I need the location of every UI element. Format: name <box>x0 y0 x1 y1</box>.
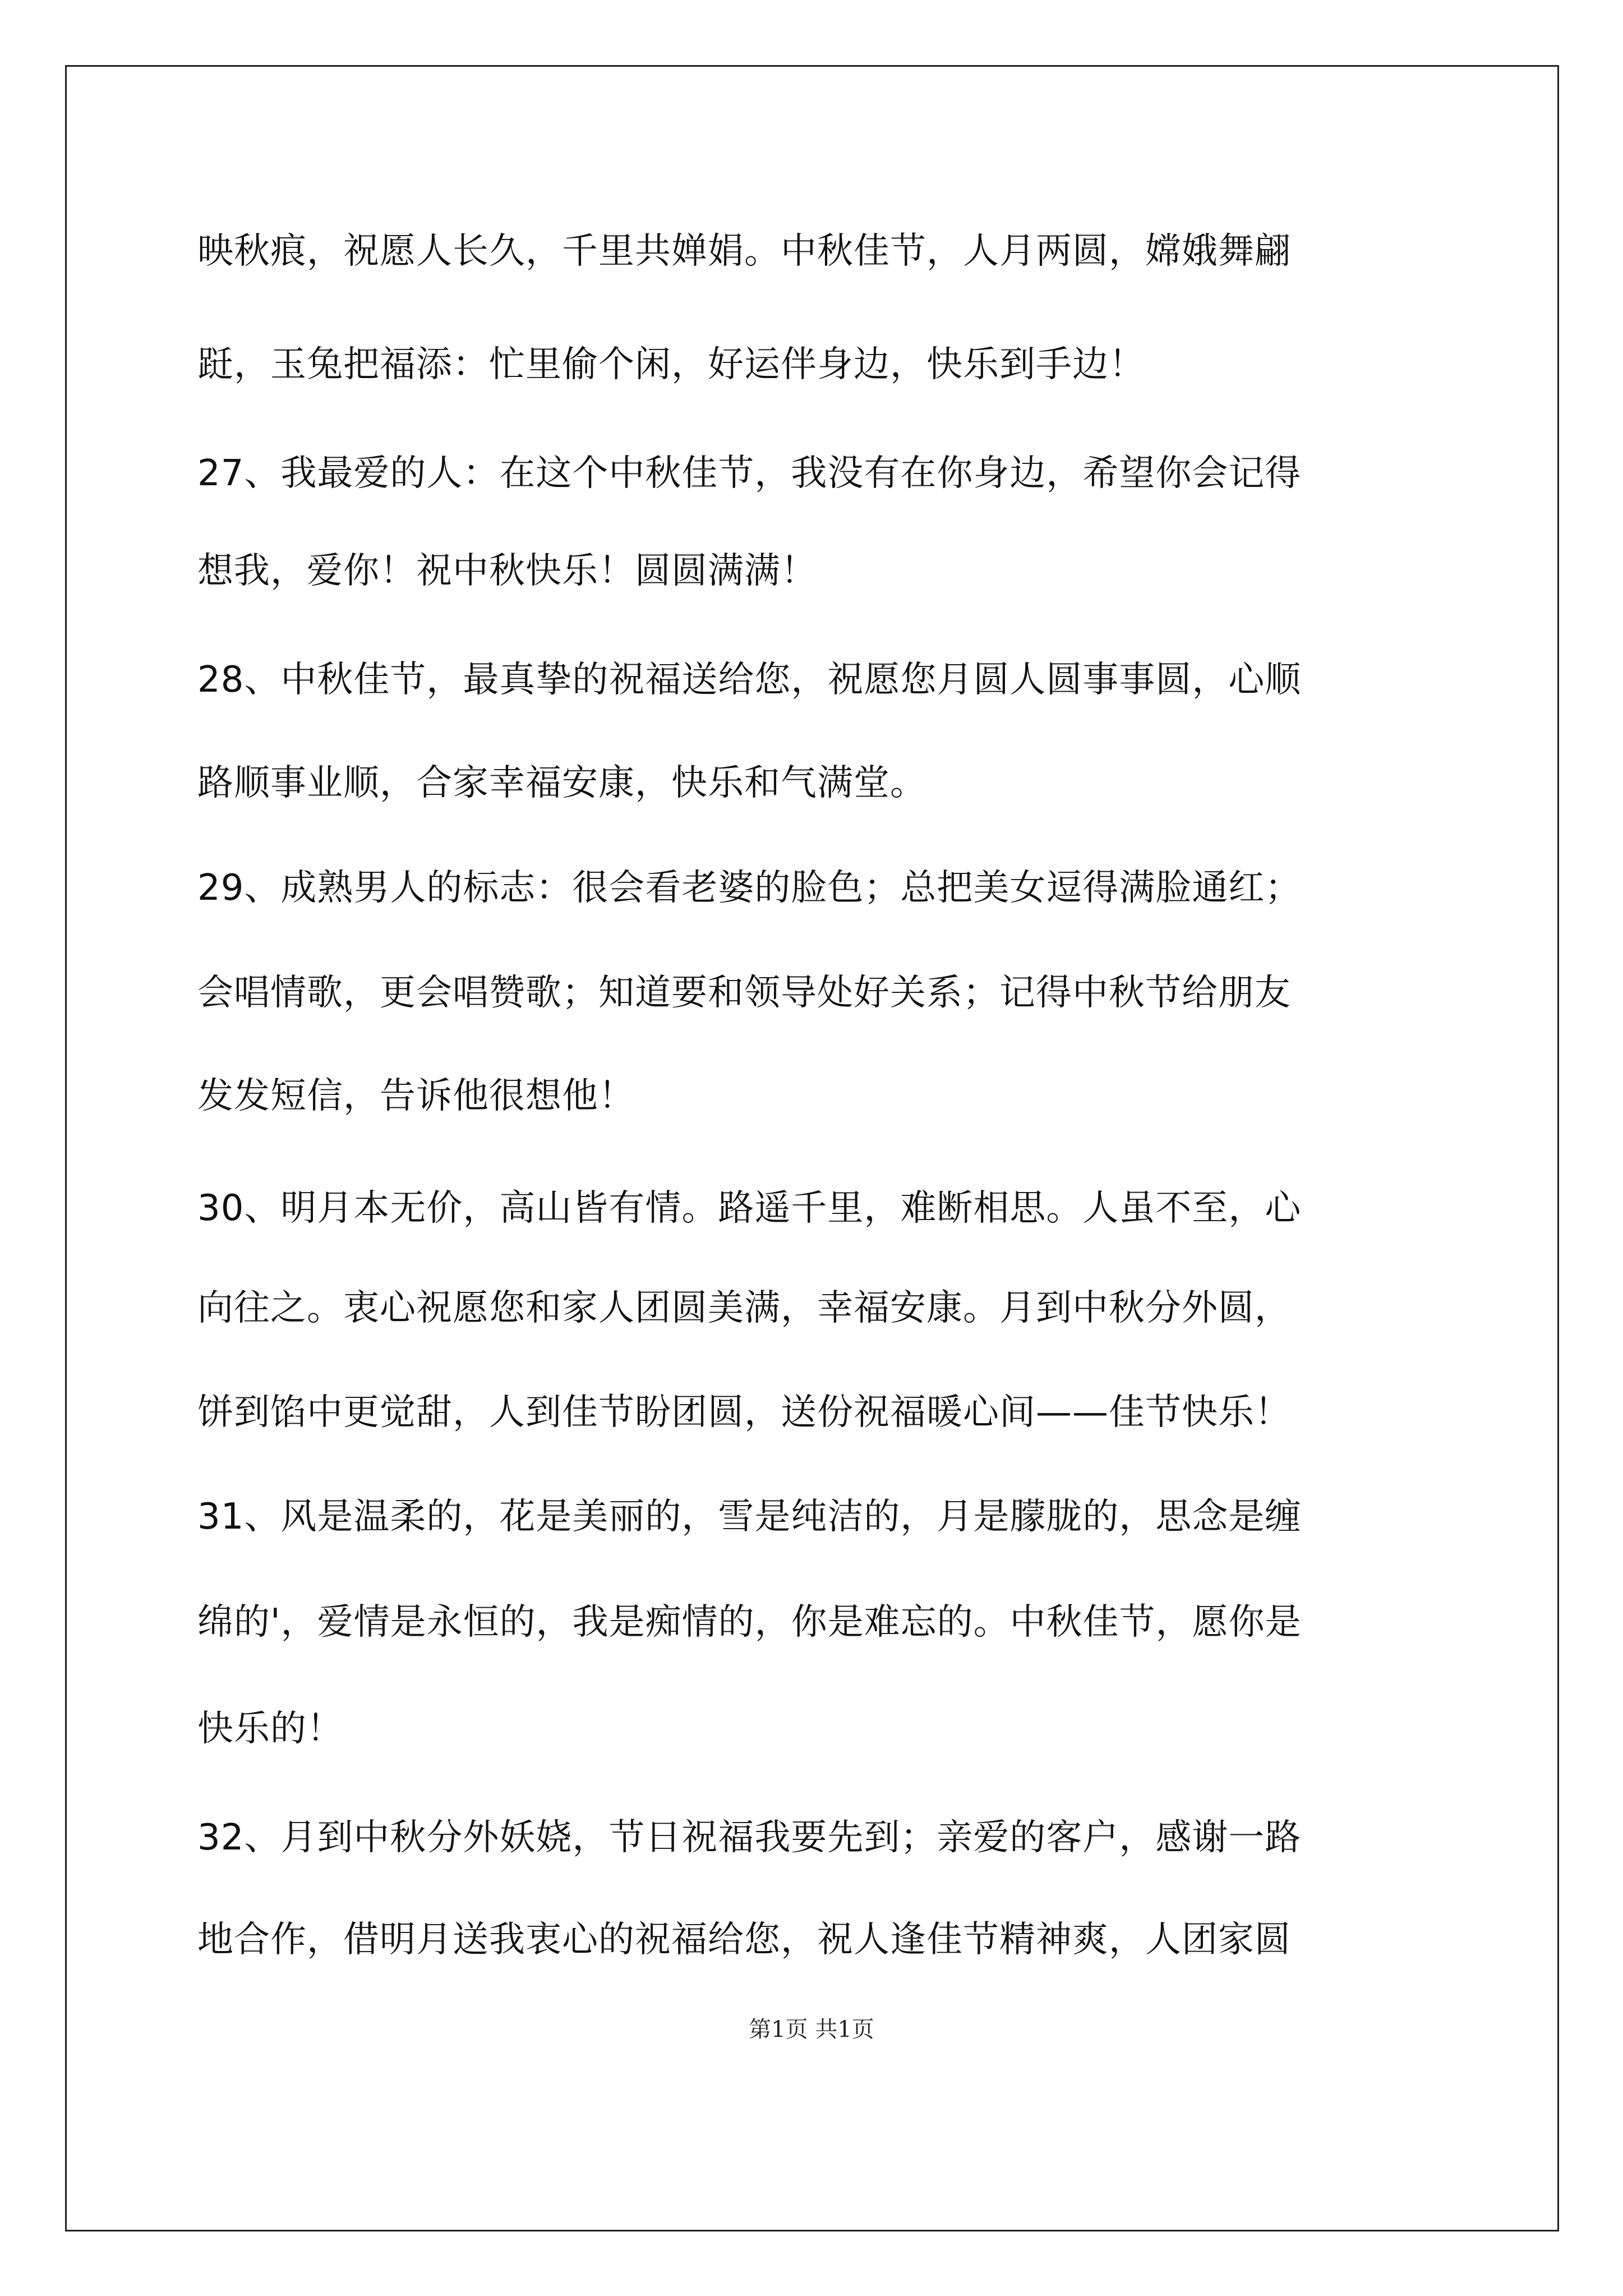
text-line: 跹，玉兔把福添：忙里偷个闲，好运伴身边，快乐到手边！ <box>197 344 1145 385</box>
text-line: 路顺事业顺，合家幸福安康，快乐和气满堂。 <box>197 762 926 804</box>
text-line: 发发短信，告诉他很想他！ <box>197 1075 635 1117</box>
text-line: 31、风是温柔的，花是美丽的，雪是纯洁的，月是朦胧的，思念是缠 <box>197 1496 1302 1538</box>
text-line: 32、月到中秋分外妖娆，节日祝福我要先到；亲爱的客户，感谢一路 <box>197 1817 1302 1858</box>
page-number-footer: 第1页 共1页 <box>749 2017 874 2042</box>
text-line: 27、我最爱的人：在这个中秋佳节，我没有在你身边，希望你会记得 <box>197 453 1302 494</box>
text-line: 想我，爱你！祝中秋快乐！圆圆满满！ <box>197 550 817 592</box>
text-line: 绵的'，爱情是永恒的，我是痴情的，你是难忘的。中秋佳节，愿你是 <box>197 1602 1302 1643</box>
text-line: 向往之。衷心祝愿您和家人团圆美满，幸福安康。月到中秋分外圆， <box>197 1287 1291 1329</box>
text-line: 饼到馅中更觉甜，人到佳节盼团圆，送份祝福暖心间——佳节快乐！ <box>197 1392 1291 1433</box>
text-line: 快乐的！ <box>197 1708 343 1750</box>
text-line: 会唱情歌，更会唱赞歌；知道要和领导处好关系；记得中秋节给朋友 <box>197 972 1291 1014</box>
text-line: 29、成熟男人的标志：很会看老婆的脸色；总把美女逗得满脸通红； <box>197 867 1302 909</box>
text-line: 28、中秋佳节，最真挚的祝福送给您，祝愿您月圆人圆事事圆，心顺 <box>197 659 1302 701</box>
text-line: 30、明月本无价，高山皆有情。路遥千里，难断相思。人虽不至，心 <box>197 1188 1302 1229</box>
text-line: 映秋痕，祝愿人长久，千里共婵娟。中秋佳节，人月两圆，嫦娥舞翩 <box>197 231 1291 272</box>
text-line: 地合作，借明月送我衷心的祝福给您，祝人逢佳节精神爽，人团家圆 <box>197 1919 1291 1961</box>
